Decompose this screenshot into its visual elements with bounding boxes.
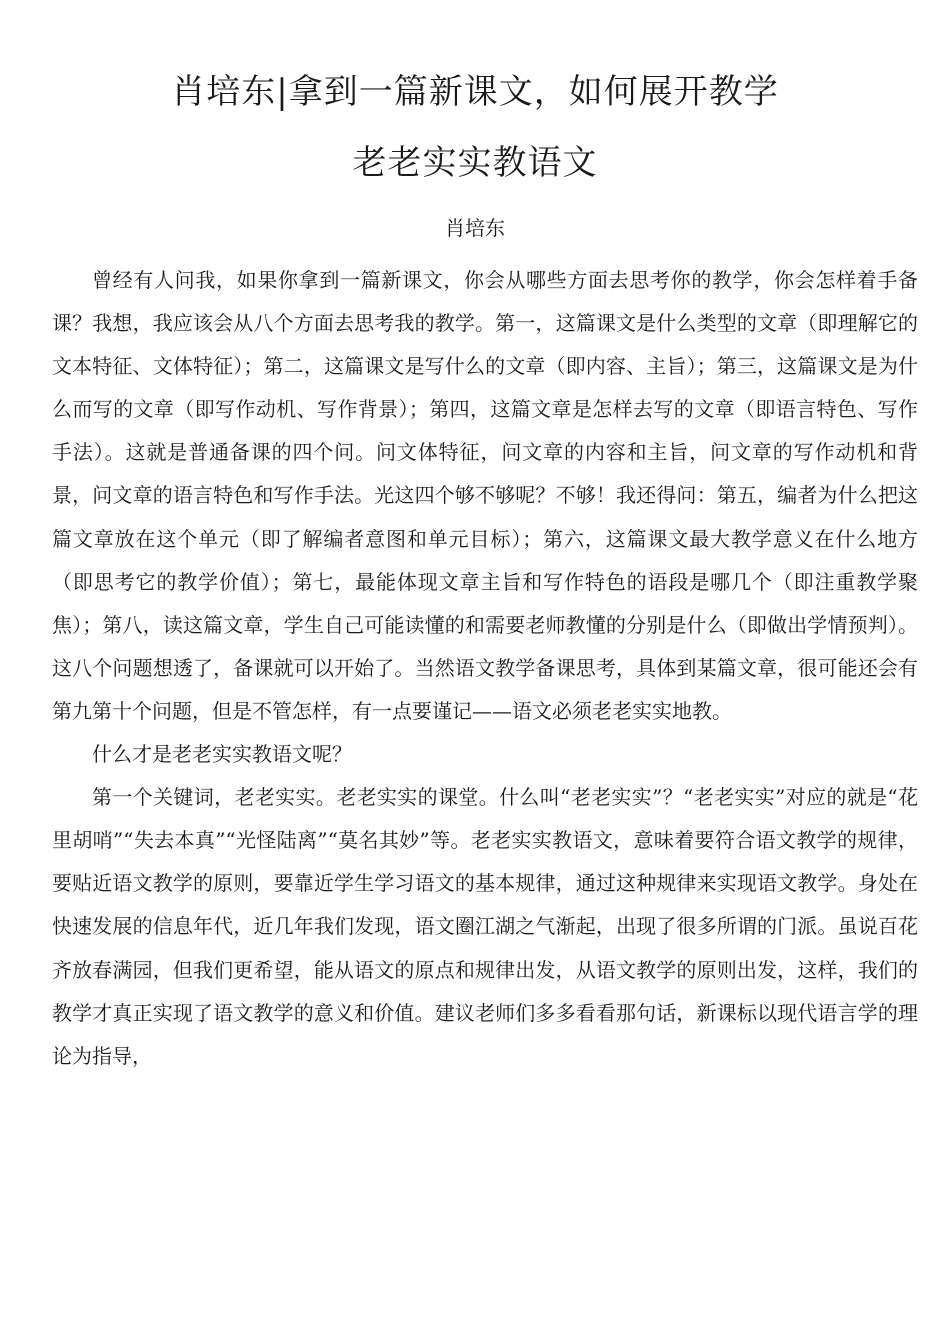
paragraph: 曾经有人问我，如果你拿到一篇新课文，你会从哪些方面去思考你的教学，你会怎样着手备课？我想，我应该会从八个方面去思考我的教学。第一，这篇课文是什么类型的文章（即理解它的文本特征、文体特征）；第二，这篇课文是写什么的文章（即内容、主旨）；第三，这篇课文是为什么而写的文章（即写作动机、写作背景）；第四，这篇文章是怎样去写的文章（即语言特色、写作手法）。这就是普通备课的四个问。问文体特征，问文章的内容和主旨，问文章的写作动机和背景，问文章的语言特色和写作手法。光这四个够不够呢？不够！我还得问：第五，编者为什么把这篇文章放在这个单元（即了解编者意图和单元目标）；第六，这篇课文最大教学意义在什么地方（即思考它的教学价值）；第七，最能体现文章主旨和写作特色的语段是哪几个（即注重教学聚焦）；第八，读这篇文章，学生自己可能读懂的和需要老师教懂的分别是什么（即做出学情预判）。这八个问题想透了，备课就可以开始了。当然语文教学备课思考，具体到某篇文章，很可能还会有第九第十个问题，但是不管怎样，有一点要谨记——语文必须老老实实地教。 <box>52 268 918 723</box>
document-title: 肖培东|拿到一篇新课文，如何展开教学 <box>171 72 779 112</box>
paragraph: 第一个关键词，老老实实。老老实实的课堂。什么叫“老老实实”？“老老实实”对应的就是“花里胡哨”“失去本真”“光怪陆离”“莫名其妙”等。老老实实教语文，意味着要符合语文教学的规律，要贴近语文教学的原则，要靠近学生学习语文的基本规律，通过这种规律来实现语文教学。身处在快速发展的信息年代，近几年我们发现，语文圈江湖之气渐起，出现了很多所谓的门派。虽说百花齐放春满园，但我们更希望，能从语文的原点和规律出发，从语文教学的原则出发，这样，我们的教学才真正实现了语文教学的意义和价值。建议老师们多多看看那句话，新课标以现代语言学的理论为指导， <box>52 785 918 1068</box>
document-subtitle: 老老实实教语文 <box>352 143 598 183</box>
paragraph: 什么才是老老实实教语文呢？ <box>92 742 352 767</box>
document-body <box>52 259 918 1078</box>
author-name: 肖培东 <box>445 216 505 240</box>
